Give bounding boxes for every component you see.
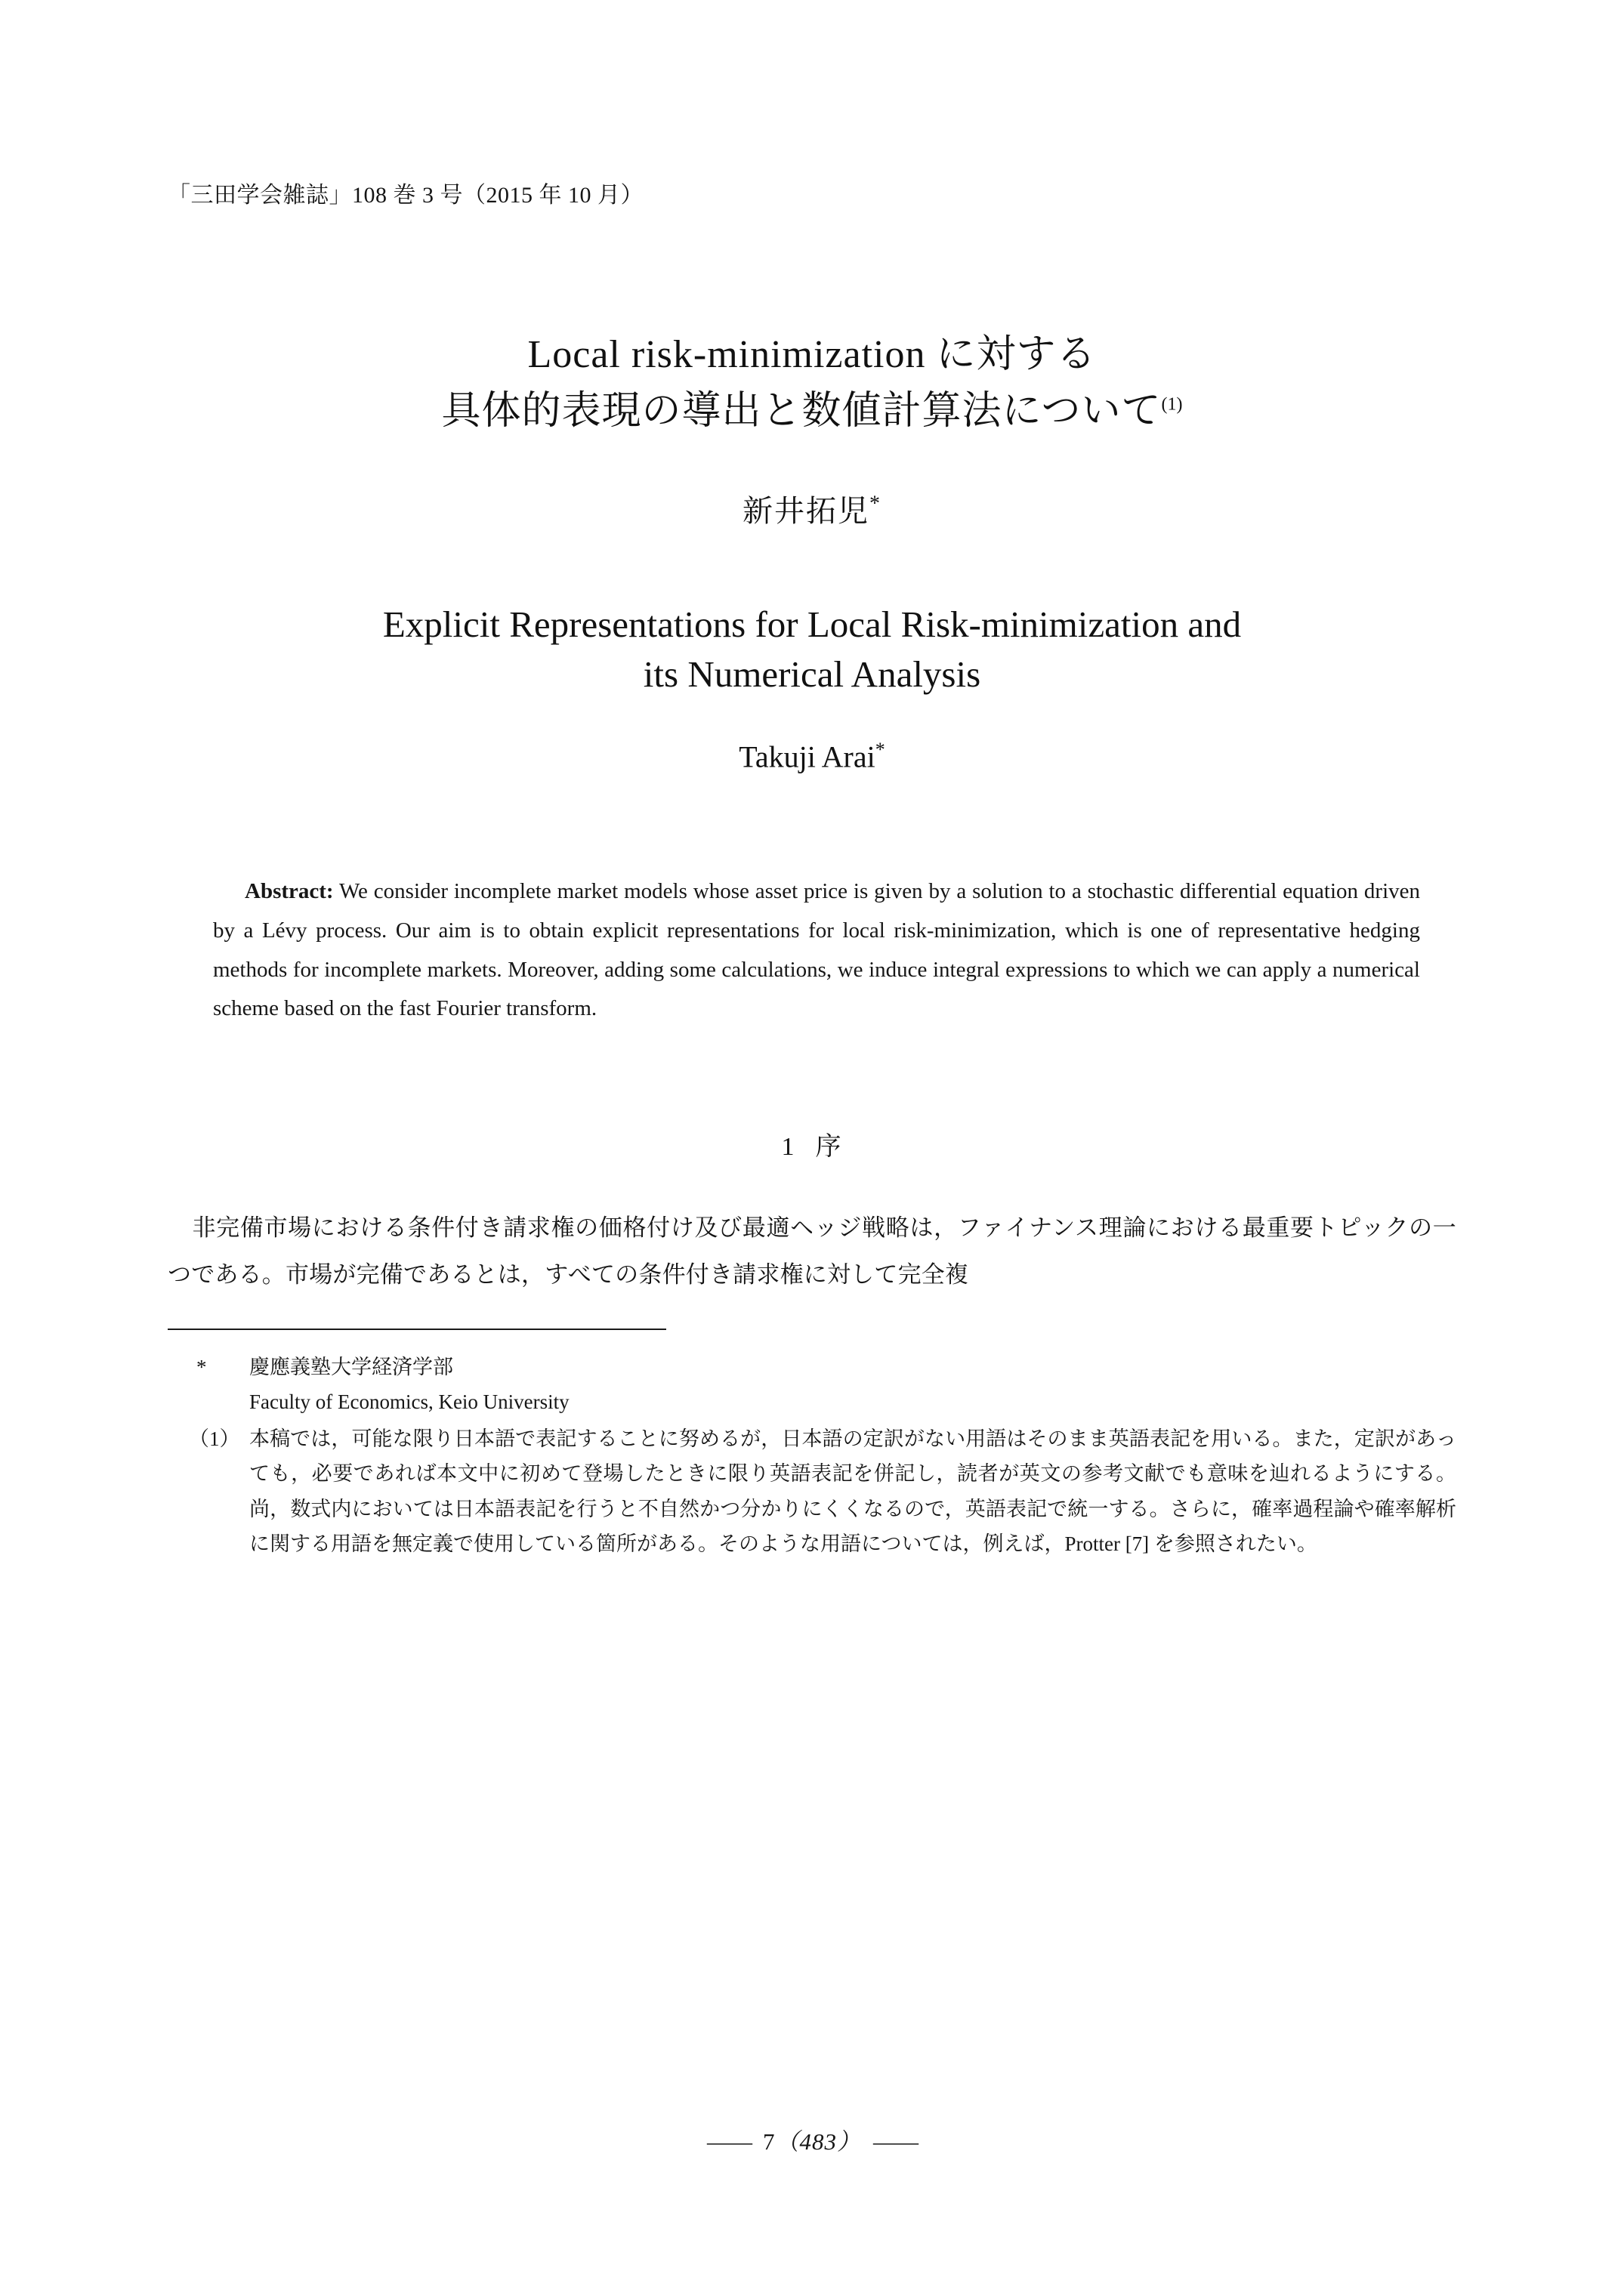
english-author-name: Takuji Arai bbox=[739, 739, 875, 774]
footer-absolute-page-number: （483） bbox=[775, 2128, 861, 2155]
footer-page-number: 7 bbox=[763, 2128, 776, 2155]
title-footnote-marker: (1) bbox=[1161, 395, 1183, 415]
japanese-author-affiliation-marker: * bbox=[869, 492, 881, 516]
abstract-label: Abstract: bbox=[245, 879, 334, 904]
abstract-text: We consider incomplete market models whose asset price is given by a solution to a stochastic differential equation driven by a Lévy process. Our aim is to obtain explicit representations for local risk-minimization, which is one of representative hedging methods for incomplete markets. Moreover, adding some calculations, we induce integral expressions to which we can apply a numerical scheme based on the fast Fourier transform. bbox=[213, 879, 1421, 1021]
japanese-author bbox=[168, 487, 1456, 530]
footnote-marker: * bbox=[196, 1355, 207, 1378]
footnote-text-main: 慶應義塾大学経済学部 bbox=[249, 1355, 453, 1378]
footer-right-dash: —— bbox=[873, 2128, 917, 2155]
footnote-marker: （1） bbox=[189, 1427, 240, 1450]
footnote-item bbox=[168, 1350, 1456, 1420]
body-paragraph bbox=[168, 1205, 1456, 1298]
body-paragraph-text: 非完備市場における条件付き請求権の価格付け及び最適ヘッジ戦略は，ファイナンス理論における最重要トピックの一つである。市場が完備であるとは，すべての条件付き請求権に対して完全複 bbox=[168, 1214, 1456, 1288]
japanese-title bbox=[168, 326, 1456, 440]
footer-left-dash: —— bbox=[707, 2128, 751, 2155]
page-footer bbox=[0, 2122, 1624, 2156]
footnote-item bbox=[168, 1421, 1456, 1562]
japanese-title-line-1: Local risk-minimization に対する bbox=[527, 333, 1097, 376]
abstract-block bbox=[213, 872, 1420, 1028]
section-number: 1 bbox=[781, 1132, 796, 1161]
section-heading bbox=[168, 1125, 1456, 1162]
english-title-line-2: its Numerical Analysis bbox=[643, 653, 981, 695]
english-title-line-1: Explicit Representations for Local Risk-minimization and bbox=[382, 603, 1242, 645]
footnote-text: 本稿では，可能な限り日本語で表記することに努めるが，日本語の定訳がない用語はそのまま英語表記を用いる。また，定訳があっても，必要であれば本文中に初めて登場したときに限り英語表記を併記し，読者が英文の参考文献でも意味を辿れるようにする。尚，数式内においては日本語表記を行うと不自然かつ分かりにくくなるので，英語表記で統一する。さらに，確率過程論や確率解析に関する用語を無定義で使用している箇所がある。そのような用語については，例えば，Protter [7] を参照されたい。 bbox=[249, 1427, 1456, 1556]
running-head: 「三田学会雑誌」108 巻 3 号（2015 年 10 月） bbox=[168, 183, 644, 208]
footnote-text-sub: Faculty of Economics, Keio University bbox=[249, 1390, 570, 1414]
english-title bbox=[168, 600, 1456, 699]
english-author-affiliation-marker: * bbox=[875, 739, 885, 761]
footnote-separator-rule bbox=[168, 1329, 666, 1330]
japanese-title-line-2 bbox=[168, 383, 1456, 440]
japanese-author-name: 新井拓児 bbox=[743, 493, 869, 528]
section-title: 序 bbox=[815, 1132, 843, 1161]
english-author bbox=[168, 739, 1456, 774]
footnotes-block bbox=[168, 1350, 1456, 1562]
page-content bbox=[168, 0, 1456, 1563]
japanese-title-line-2-text: 具体的表現の導出と数値計算法について bbox=[441, 390, 1162, 434]
footnote-text bbox=[249, 1350, 1456, 1420]
